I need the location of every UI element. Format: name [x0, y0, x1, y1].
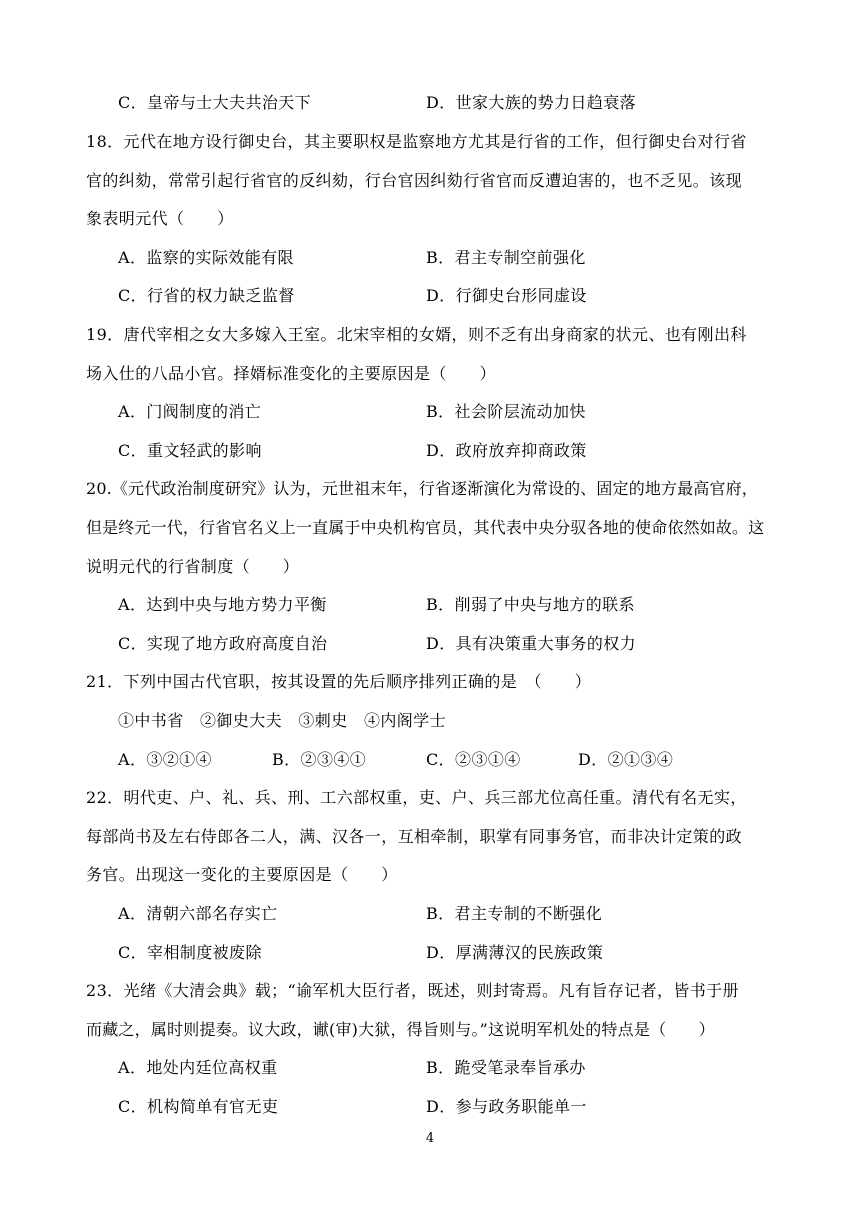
q23-option-a: A．地处内廷位高权重	[118, 1058, 278, 1077]
q23-option-d: D．参与政务职能单一	[426, 1097, 587, 1116]
q19-option-a: A．门阀制度的消亡	[118, 402, 262, 421]
q18-option-c: C．行省的权力缺乏监督	[118, 286, 295, 305]
q18-option-b: B．君主专制空前强化	[426, 248, 586, 267]
q22-stem-line-3: 务官。出现这一变化的主要原因是（ ）	[86, 865, 398, 884]
q22-option-a: A．清朝六部名存实亡	[118, 904, 278, 923]
q20-option-d: D．具有决策重大事务的权力	[426, 634, 637, 653]
q20-option-c: C．实现了地方政府高度自治	[118, 634, 328, 653]
q23-option-b: B．跪受笔录奉旨承办	[426, 1058, 586, 1077]
q20-stem-line-1: 20.《元代政治制度研究》认为，元世祖末年，行省逐渐演化为常设的、固定的地方最高官府，	[86, 479, 758, 498]
q19-stem-line-2: 场入仕的八品小官。择婿标准变化的主要原因是（ ）	[86, 364, 497, 383]
q18-stem-line-3: 象表明元代（ ）	[86, 209, 234, 228]
q22-option-c: C．宰相制度被废除	[118, 943, 262, 962]
q22-option-d: D．厚满薄汉的民族政策	[426, 943, 604, 962]
q19-stem-line-1: 19．唐代宰相之女大多嫁入王室。北宋宰相的女婿，则不乏有出身商家的状元、也有刚出科	[86, 325, 747, 344]
q20-option-b: B．削弱了中央与地方的联系	[426, 595, 635, 614]
q19-option-c: C．重文轻武的影响	[118, 441, 262, 460]
q21-stem-line-1: 21．下列中国古代官职，按其设置的先后顺序排列正确的是 （ ）	[86, 672, 592, 691]
q21-option-b: B．②③④①	[272, 750, 367, 769]
page-number: 4	[425, 1131, 435, 1146]
q18-option-a: A．监察的实际效能有限	[118, 248, 294, 267]
q22-option-b: B．君主专制的不断强化	[426, 904, 603, 923]
q17-option-d: D．世家大族的势力日趋衰落	[426, 93, 637, 112]
q22-stem-line-1: 22．明代吏、户、礼、兵、刑、工六部权重，吏、户、兵三部尤位高任重。清代有名无实，	[86, 788, 747, 807]
q23-stem-line-2: 而藏之，属时则提奏。议大政，谳(审)大狱，得旨则与。”这说明军机处的特点是（ ）	[86, 1020, 715, 1039]
q22-stem-line-2: 每部尚书及左右侍郎各二人，满、汉各一，互相牵制，职掌有同事务官，而非决计定策的政	[86, 827, 743, 846]
q18-stem-line-2: 官的纠劾，常常引起行省官的反纠劾，行台官因纠劾行省官而反遭迫害的，也不乏见。该现	[86, 171, 743, 190]
q18-option-d: D．行御史台形同虚设	[426, 286, 587, 305]
q23-option-c: C．机构简单有官无吏	[118, 1097, 279, 1116]
q21-items: ①中书省 ②御史大夫 ③刺史 ④内阁学士	[118, 711, 447, 730]
q20-stem-line-2: 但是终元一代，行省官名义上一直属于中央机构官员，其代表中央分驭各地的使命依然如故。这	[86, 518, 765, 537]
q21-option-a: A．③②①④	[118, 750, 212, 769]
q21-option-c: C．②③①④	[426, 750, 521, 769]
q20-stem-line-3: 说明元代的行省制度（ ）	[86, 557, 300, 576]
q19-option-d: D．政府放弃抑商政策	[426, 441, 587, 460]
q20-option-a: A．达到中央与地方势力平衡	[118, 595, 327, 614]
q17-option-c: C．皇帝与士大夫共治天下	[118, 93, 312, 112]
q18-stem-line-1: 18．元代在地方设行御史台，其主要职权是监察地方尤其是行省的工作，但行御史台对行省	[86, 132, 747, 151]
q23-stem-line-1: 23．光绪《大清会典》载；“谕军机大臣行者，既述，则封寄焉。凡有旨存记者，皆书于册	[86, 981, 739, 1000]
q21-option-d: D．②①③④	[578, 750, 674, 769]
q19-option-b: B．社会阶层流动加快	[426, 402, 586, 421]
